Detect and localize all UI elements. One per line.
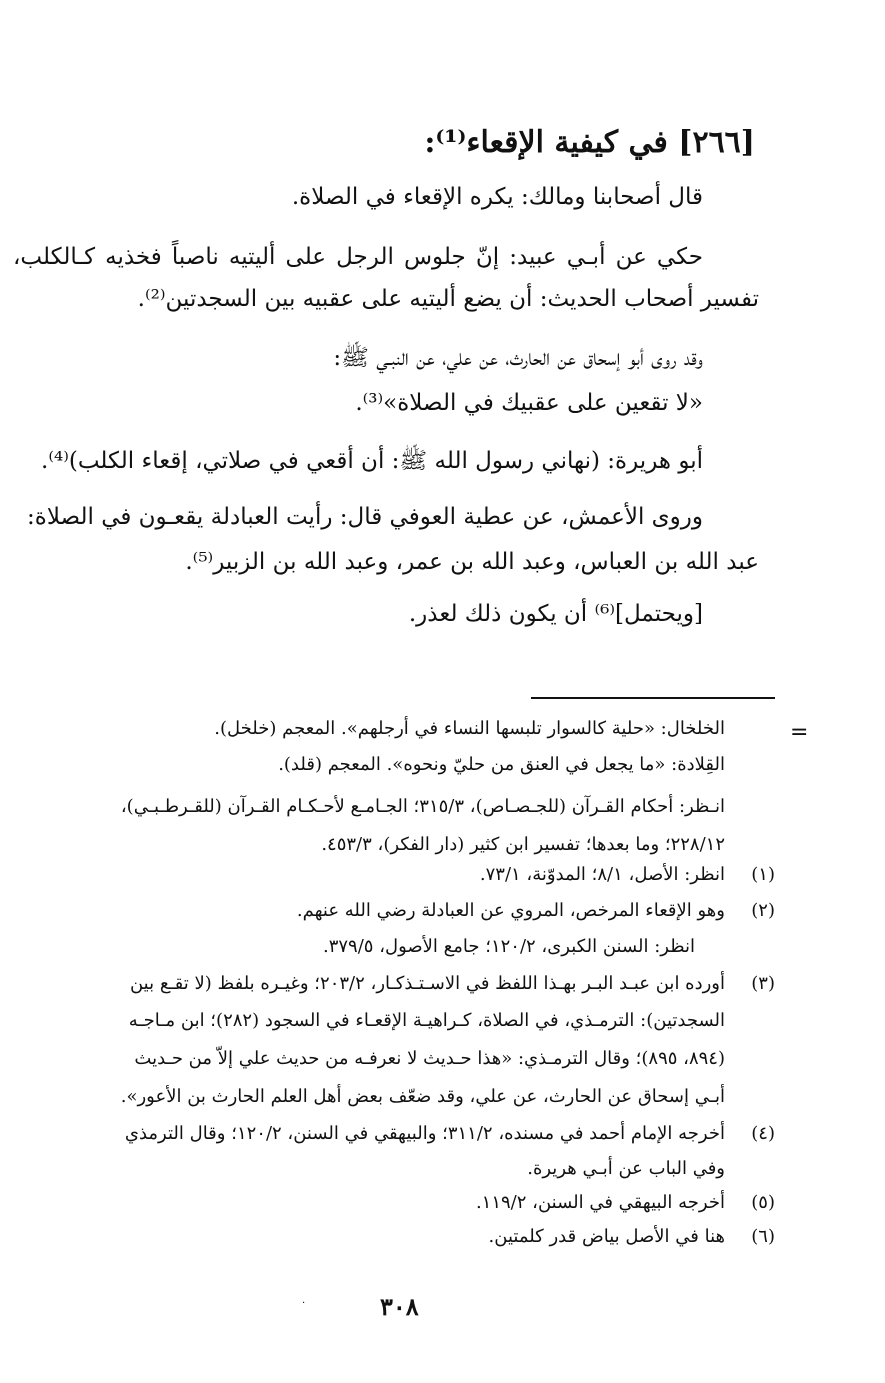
body-line: وروى الأعمش، عن عطية العوفي قال: رأيت العبادلة يقعـون في الصلاة: — [27, 504, 703, 530]
body-line: [ويحتمل]⁽⁶⁾ أن يكون ذلك لعذر. — [408, 601, 703, 627]
body-line: تفسير أصحاب الحديث: أن يضع أليتيه على عقبيه بين السجدتين⁽²⁾. — [137, 286, 759, 312]
footnote-separator — [531, 697, 775, 699]
footnote-number: (٤) — [751, 1123, 775, 1144]
footnote-line: وفي الباب عن أبـي هريرة. — [527, 1158, 725, 1179]
section-heading — [424, 125, 755, 160]
footnote-continued-line: ٢٢٨/١٢؛ وما بعدها؛ تفسير ابن كثير (دار الفكر)، ٤٥٣/٣. — [321, 834, 725, 855]
body-line: عبد الله بن العباس، وعبد الله بن عمر، وعبد الله بن الزبير⁽⁵⁾. — [185, 549, 759, 575]
footnote-line: وهو الإقعاء المرخص، المروي عن العبادلة رضي الله عنهم. — [296, 900, 725, 921]
footnote-line: (٨٩٤، ٨٩٥)؛ وقال الترمـذي: «هذا حـديث لا نعرفـه من حديث علي إلاّ من حـديث — [134, 1048, 725, 1069]
footnote-number: (١) — [751, 864, 775, 885]
footnote-number: (٥) — [751, 1192, 775, 1213]
footnote-line: السجدتين): الترمـذي، في الصلاة، كـراهيـة الإقعـاء في السجود (٢٨٢)؛ ابن مـاجـه — [128, 1010, 725, 1031]
body-line: وقد روى أبو إسحاق عن الحارث، عن علي، عن النبـي ﷺ: — [333, 345, 703, 371]
stray-mark: · — [302, 1298, 306, 1309]
footnote-line: انظر: الأصل، ٨/١؛ المدوّنة، ٧٣/١. — [479, 864, 725, 885]
footnote-line: أخرجه الإمام أحمد في مسنده، ٣١١/٢؛ والبيهقي في السنن، ١٢٠/٢؛ وقال الترمذي — [124, 1123, 725, 1144]
body-line: حكي عن أبـي عبيد: إنّ جلوس الرجل على أليتيه ناصباً فخذيه كـالكلب، — [13, 244, 703, 270]
footnote-number: (٣) — [751, 973, 775, 994]
footnote-line: أورده ابن عبـد البـر بهـذا اللفظ في الاسـتـذكـار، ٢٠٣/٢؛ وغيـره بلفظ (لا تقـع بين — [129, 973, 725, 994]
section-number: [٢٦٦] — [678, 125, 755, 160]
footnote-number: (٢) — [751, 900, 775, 921]
body-line: «لا تقعين على عقبيك في الصلاة»⁽³⁾. — [355, 390, 703, 416]
footnote-line: أبـي إسحاق عن الحارث، عن علي، وقد ضعّف بعض أهل العلم الحارث بن الأعور». — [120, 1086, 725, 1107]
footnote-continued-line: القِلادة: «ما يجعل في العنق من حليّ ونحوه». المعجم (قلد). — [278, 754, 725, 775]
footnote-number: (٦) — [751, 1226, 775, 1247]
footnote-continued-line: الخلخال: «حلية كالسوار تلبسها النساء في أرجلهم». المعجم (خلخل). — [214, 718, 725, 739]
footnote-line: أخرجه البيهقي في السنن، ١١٩/٢. — [475, 1192, 725, 1213]
continuation-mark: = — [790, 720, 809, 745]
body-line: أبو هريرة: (نهاني رسول الله ﷺ: أن أقعي في صلاتي، إقعاء الكلب)⁽⁴⁾. — [41, 448, 703, 474]
page-number: ٣٠٨ — [380, 1292, 419, 1321]
body-line: قال أصحابنا ومالك: يكره الإقعاء في الصلاة. — [291, 184, 703, 210]
footnote-line: هنا في الأصل بياض قدر كلمتين. — [488, 1226, 725, 1247]
footnote-line: انظر: السنن الكبرى، ١٢٠/٢؛ جامع الأصول، ٣٧٩/٥. — [322, 936, 695, 957]
footnote-continued-line: انـظر: أحكام القـرآن (للجـصـاص)، ٣١٥/٣؛ الجـامـع لأحـكـام القـرآن (للقـرطـبـي)، — [120, 796, 725, 817]
section-title: في كيفية الإقعاء⁽¹⁾: — [424, 125, 668, 160]
